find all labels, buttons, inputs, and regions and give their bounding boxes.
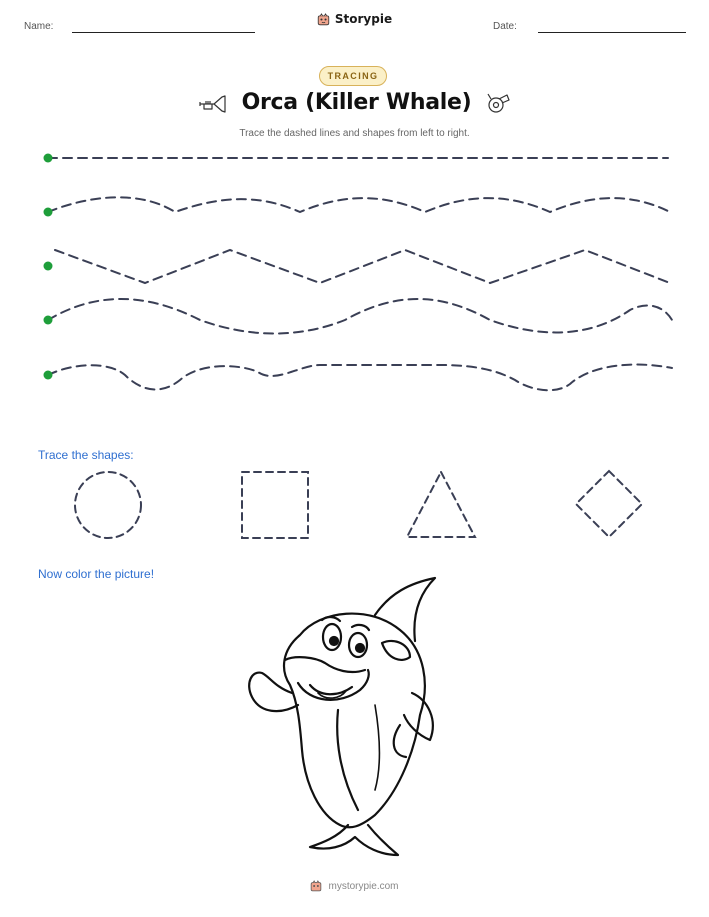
footer-url[interactable]: mystorypie.com [328,880,399,892]
tracing-line-wave[interactable] [48,299,672,334]
shapes-section-label: Trace the shapes: [38,448,134,462]
page-title: Orca (Killer Whale) [241,90,472,115]
brand-name: Storypie [334,12,393,26]
tracing-line-bumpy-wave[interactable] [48,365,672,391]
tracing-shapes [0,460,709,550]
start-dot [44,316,53,325]
instructions: Trace the dashed lines and shapes from left to right. [239,128,470,139]
tracing-line-zigzag[interactable] [55,250,670,283]
start-dot [44,154,53,163]
trace-square[interactable] [242,472,308,538]
storypie-logo-icon [310,880,322,892]
tracing-line-gentle-wave[interactable] [48,197,670,212]
whistle-icon [485,91,511,115]
date-label: Date: [493,21,517,32]
tracing-badge: TRACING [319,66,387,86]
trace-circle[interactable] [75,472,141,538]
trumpet-icon [198,92,228,114]
storypie-logo-icon [317,13,330,26]
title-row [0,90,709,115]
start-dot [44,262,53,271]
trace-triangle[interactable] [407,472,475,537]
orca-cartoon-coloring [240,575,470,865]
start-dot [44,371,53,380]
brand [0,12,709,26]
start-dot [44,208,53,217]
color-section-label: Now color the picture! [38,567,155,581]
tracing-lines [0,140,709,400]
trace-diamond[interactable] [576,471,642,537]
name-field[interactable] [72,32,255,33]
date-field[interactable] [538,32,686,33]
footer [0,880,709,892]
name-label: Name: [24,21,54,32]
